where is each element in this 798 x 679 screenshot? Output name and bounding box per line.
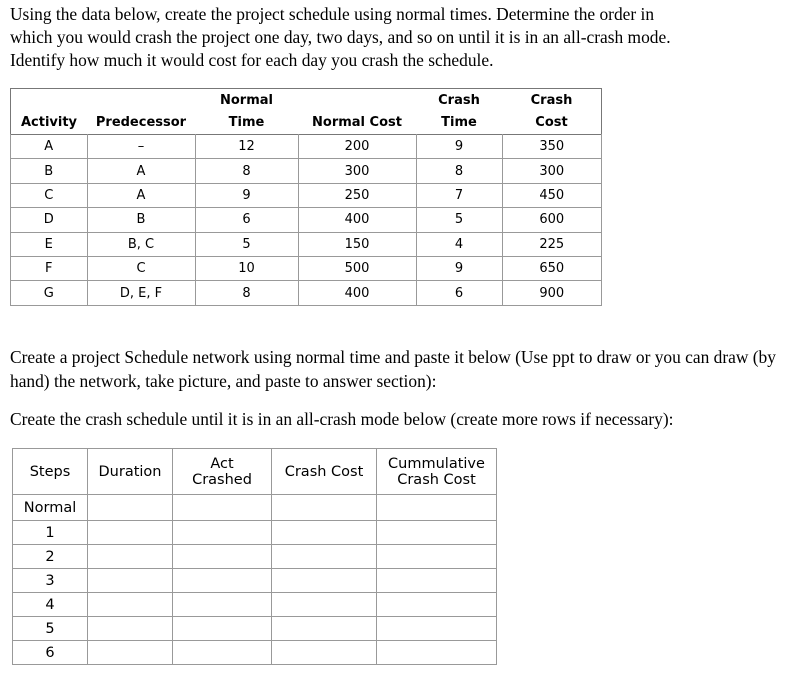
crash-header-row: [13, 449, 497, 495]
table-cell: E: [11, 232, 88, 256]
header-cell: Time: [228, 115, 265, 131]
step-label: 2: [13, 545, 88, 569]
instructions-line-1: Using the data below, create the project schedule using normal times. Determine the order in: [10, 4, 655, 24]
header-row-bottom: [11, 112, 602, 135]
step-label: 4: [13, 593, 88, 617]
header-cell: Normal Cost: [312, 115, 402, 131]
table-row: [11, 159, 602, 183]
table-cell: A: [11, 135, 88, 159]
table-row: [11, 232, 602, 256]
cumulative-cost-header: [377, 449, 497, 495]
crash-row: [13, 521, 497, 545]
act-crashed-header: [173, 449, 272, 495]
instructions-line-2: which you would crash the project one day, two days, and so on until it is in an all-crash mode.: [10, 27, 671, 47]
crash-cost-cell[interactable]: [272, 641, 377, 665]
header-cell: Activity: [20, 115, 78, 131]
table-cell: 350: [502, 135, 602, 159]
table-cell: 250: [298, 183, 416, 207]
step-label: 6: [13, 641, 88, 665]
crash-cost-cell[interactable]: [272, 495, 377, 521]
header-row-top: [11, 89, 602, 112]
table-cell: B: [87, 208, 195, 232]
header-cell: Crash: [530, 92, 573, 108]
table-row: [11, 135, 602, 159]
act-crashed-cell[interactable]: [173, 521, 272, 545]
step-label: Normal: [13, 495, 88, 521]
act-crashed-cell[interactable]: [173, 569, 272, 593]
step-label: 1: [13, 521, 88, 545]
header-cell: [87, 89, 195, 112]
table-row: [11, 256, 602, 280]
table-cell: –: [87, 135, 195, 159]
table-cell: 400: [298, 208, 416, 232]
act-crashed-cell[interactable]: [173, 495, 272, 521]
cumulative-cost-cell[interactable]: [377, 521, 497, 545]
duration-cell[interactable]: [88, 545, 173, 569]
activity-data-table: [10, 88, 602, 306]
table-cell: 8: [416, 159, 502, 183]
table-cell: 300: [298, 159, 416, 183]
steps-header: Steps: [13, 449, 88, 495]
table-cell: 600: [502, 208, 602, 232]
table-cell: 7: [416, 183, 502, 207]
table-cell: 10: [195, 256, 298, 280]
header-cell: Predecessor: [95, 115, 187, 131]
table-cell: 5: [416, 208, 502, 232]
table-row: [11, 183, 602, 207]
header-cell: [298, 89, 416, 112]
table-cell: A: [87, 183, 195, 207]
crash-schedule-table: [12, 448, 497, 665]
crash-row: [13, 617, 497, 641]
table-cell: F: [11, 256, 88, 280]
duration-cell[interactable]: [88, 521, 173, 545]
table-cell: 8: [195, 281, 298, 305]
table-cell: 9: [416, 256, 502, 280]
table-row: [11, 208, 602, 232]
crash-cost-cell[interactable]: [272, 593, 377, 617]
table-cell: 900: [502, 281, 602, 305]
cumulative-cost-cell[interactable]: [377, 545, 497, 569]
table-cell: D: [11, 208, 88, 232]
act-crashed-line-1: Act: [210, 455, 234, 472]
table-cell: 450: [502, 183, 602, 207]
table-cell: C: [11, 183, 88, 207]
duration-cell[interactable]: [88, 593, 173, 617]
act-crashed-line-2: Crashed: [192, 471, 252, 488]
cumulative-cost-cell[interactable]: [377, 593, 497, 617]
table-cell: 650: [502, 256, 602, 280]
duration-cell[interactable]: [88, 495, 173, 521]
duration-cell[interactable]: [88, 641, 173, 665]
table-row: [11, 281, 602, 305]
crash-cost-cell[interactable]: [272, 617, 377, 641]
header-cell: [11, 89, 88, 112]
crash-row: [13, 641, 497, 665]
crash-cost-cell[interactable]: [272, 521, 377, 545]
table-cell: C: [87, 256, 195, 280]
crash-schedule-question: Create the crash schedule until it is in an all-crash mode below (create more rows if necessary):: [10, 409, 674, 429]
cumulative-line-1: Cummulative: [388, 455, 485, 472]
table-cell: A: [87, 159, 195, 183]
cumulative-cost-cell[interactable]: [377, 569, 497, 593]
header-cell: Cost: [535, 115, 568, 131]
table-cell: 8: [195, 159, 298, 183]
table-cell: 300: [502, 159, 602, 183]
table-cell: 500: [298, 256, 416, 280]
act-crashed-cell[interactable]: [173, 641, 272, 665]
cumulative-cost-cell[interactable]: [377, 641, 497, 665]
crash-row: [13, 495, 497, 521]
header-cell: Time: [441, 115, 477, 131]
table-cell: 225: [502, 232, 602, 256]
crash-row: [13, 545, 497, 569]
table-cell: D, E, F: [87, 281, 195, 305]
act-crashed-cell[interactable]: [173, 617, 272, 641]
table-cell: 6: [195, 208, 298, 232]
table-cell: 400: [298, 281, 416, 305]
step-label: 5: [13, 617, 88, 641]
table-cell: 12: [195, 135, 298, 159]
duration-cell[interactable]: [88, 617, 173, 641]
duration-header: Duration: [88, 449, 173, 495]
crash-row: [13, 593, 497, 617]
table-cell: 6: [416, 281, 502, 305]
table-cell: 200: [298, 135, 416, 159]
table-cell: 9: [416, 135, 502, 159]
cumulative-line-2: Crash Cost: [397, 471, 476, 488]
table-cell: G: [11, 281, 88, 305]
table-cell: B, C: [87, 232, 195, 256]
crash-cost-cell[interactable]: [272, 545, 377, 569]
crash-cost-header: Crash Cost: [272, 449, 377, 495]
duration-cell[interactable]: [88, 569, 173, 593]
header-cell: Normal: [220, 92, 273, 108]
table-cell: 4: [416, 232, 502, 256]
network-question: Create a project Schedule network using normal time and paste it below (Use ppt to draw or you can draw (by hand) the network, take picture, and paste to answer section):: [10, 347, 776, 391]
act-crashed-cell[interactable]: [173, 545, 272, 569]
act-crashed-cell[interactable]: [173, 593, 272, 617]
table-cell: B: [11, 159, 88, 183]
table-cell: 150: [298, 232, 416, 256]
instructions-line-3: Identify how much it would cost for each day you crash the schedule.: [10, 50, 494, 70]
step-label: 3: [13, 569, 88, 593]
header-cell: Crash: [438, 92, 480, 108]
cumulative-cost-cell[interactable]: [377, 495, 497, 521]
cumulative-cost-cell[interactable]: [377, 617, 497, 641]
table-cell: 9: [195, 183, 298, 207]
crash-cost-cell[interactable]: [272, 569, 377, 593]
crash-row: [13, 569, 497, 593]
instructions: [10, 3, 790, 72]
table-cell: 5: [195, 232, 298, 256]
